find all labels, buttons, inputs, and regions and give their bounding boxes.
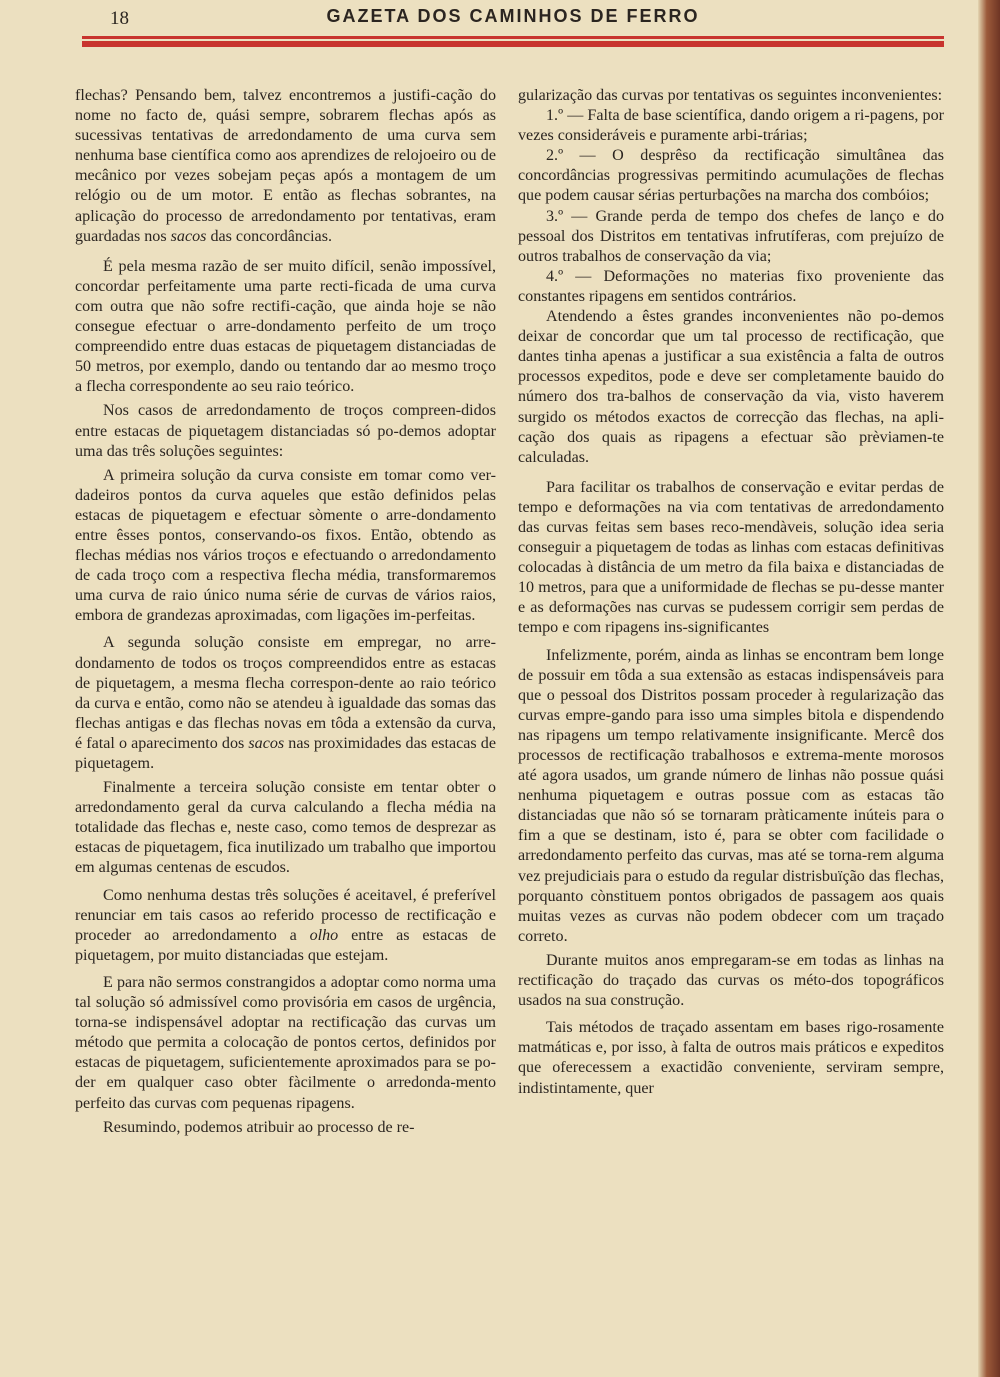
list-item: 4.º — Deformações no materias fixo proveniente das constantes ripagens em sentidos contrários. xyxy=(518,267,944,305)
header-rule-thick xyxy=(82,41,944,47)
left-column xyxy=(75,86,496,1138)
paragraph: E para não sermos constrangidos a adoptar como norma uma tal solução só admissível como provisória em casos de urgência, torna-se indispensável adoptar na rectificação das curvas um método que permita a colocação de pontos certos, definidos por estacas de piquetagem, suficientemente aproximados para se po-der em qualquer caso obter fàcilmente o arredonda-mento perfeito das curvas com pequenas ripagens. xyxy=(75,973,496,1112)
page-edge xyxy=(978,0,1000,1377)
list-item: 2.º — O desprêso da rectificação simultânea das concordâncias progressivas permitindo acumulações de flechas que podem causar sérias perturbações na marcha dos combóios; xyxy=(518,147,944,205)
paragraph: Atendendo a êstes grandes inconvenientes não po-demos deixar de concordar que um tal processo de rectificação, que dantes tinha apenas a justificar a sua existência a falta de outros processos expeditos, pode e deve ser completamente bauido do número dos tra-balhos de conservação da via, visto haverem surgido os métodos exactos de correcção das flechas, na apli-cação dos quais as ripagens a efectuar são prèviamen-te calculadas. xyxy=(518,308,944,466)
page-number: 18 xyxy=(110,8,129,29)
paragraph: gularização das curvas por tentativas os seguintes inconvenientes: xyxy=(518,87,943,104)
paragraph: Para facilitar os trabalhos de conservação e evitar perdas de tempo e deformações na via com tentativas de arredondamento das curvas feitas sem bases reco-mendàveis, solução idea seria conseguir a piquetagem de todas as linhas com estacas definitivas colocadas à distância de um metro da fila baixa e distanciadas de 10 metros, para que a uniformidade de flechas se pu-desse manter e as deformações nas curvas se pudessem corrigir sem perdas de tempo e com ripagens ins-significantes xyxy=(518,478,944,637)
paragraph: Nos casos de arredondamento de troços compreen-didos entre estacas de piquetagem distanciadas só po-demos adoptar uma das três soluções seguintes: xyxy=(75,402,496,460)
paragraph: Resumindo, podemos atribuir ao processo de re- xyxy=(103,1118,415,1136)
paragraph: É pela mesma razão de ser muito difícil, senão impossível, concordar perfeitamente uma parte recti-ficada de uma curva com outra que não sofre rectifi-cação, que ainda hoje se não consegue efectuar o arre-dondamento perfeito de um troço compreendido entre duas estacas de piquetagem distanciadas de 50 metros, por exemplo, dando ou tentando dar ao mesmo troço a flecha correspondente ao seu raio teórico. xyxy=(75,257,496,396)
paragraph: Infelizmente, porém, ainda as linhas se encontram bem longe de possuir em tôda a sua extensão as estacas indispensáveis para que o pessoal dos Distritos possam proceder à regularização das curvas empre-gando para isso uma simples bitola e dispendendo nas ripagens um tempo relativamente insignificante. Mercê dos processos de rectificação trabalhosos e extrema-mente morosos até agora usados, um grande número de linhas não possue quási nenhuma piquetagem e outras possue com as estacas tão distanciadas que não só se tornaram pràticamente inúteis para o fim a que se destinam, isto é, para se obter com facilidade o arredondamento perfeito das curvas, mas até se torna-rem alguma vez prejudiciais para o estudo da regular distrisbuïção das flechas, porquanto cònstituem pontos obrigados de passagem aos quais muitas vezes as curvas não podem obdecer com um traçado correto. xyxy=(518,646,944,945)
paragraph: flechas? Pensando bem, talvez encontremos a justifi-cação do nome no facto de, quási sempre, sobrarem flechas após as sucessivas tentativas de arredondamento de uma curva sem nenhuma base científica como aos aprendizes de relojoeiro ou de mecânico por vezes sobejam peças após a montagem de um relógio ou de um motor. E então as flechas sobrantes, na aplicação do processo de arredondamento por tentativas, eram guardadas nos sacos das concordâncias. xyxy=(75,87,496,245)
paragraph: Finalmente a terceira solução consiste em tentar obter o arredondamento geral da curva calculando a flecha média na totalidade das flechas e, neste caso, como temos de desprezar as estacas de piquetagem, fica inutilizado um trabalho que importou em algumas centenas de escudos. xyxy=(75,779,496,877)
list-item: 3.º — Grande perda de tempo dos chefes de lanço e do pessoal dos Distritos em tentativas infrutíferas, com prejuízo de outros trabalhos de conservação da via; xyxy=(518,207,944,265)
paragraph: A segunda solução consiste em empregar, no arre-dondamento de todos os troços compreendidos entre as estacas de piquetagem, a mesma flecha correspon-dente ao raio teórico da curva e então, como não se atendeu à igualdade das somas das flechas antigas e das flechas novas em tôda a extensão da curva, é fatal o aparecimento dos sacos nas proximidades das estacas de piquetagem. xyxy=(75,634,496,772)
paragraph: Tais métodos de traçado assentam em bases rigo-rosamente matmáticas e, por isso, à falta de outros mais práticos e expeditos que oferecessem a exactidão conveniente, serviram sempre, indistintamente, quer xyxy=(518,1019,944,1097)
paragraph: Durante muitos anos empregaram-se em todas as linhas na rectificação do traçado das curvas os méto-dos topográficos usados na sua construção. xyxy=(518,951,944,1010)
paragraph: A primeira solução da curva consiste em tomar como ver-dadeiros pontos da curva aqueles que estão definidos pelas estacas de piquetagem e efectuar sòmente o arre-dondamento entre êsses pontos, conservando-os fixos. Então, obtendo as flechas médias nos vários troços e efectuando o arredondamento de cada troço com a respectiva flecha média, transformaremos uma curva de raio único numa série de curvas de vários raios, embora de grandezas aproximadas, com ligações im-perfeitas. xyxy=(75,466,496,625)
list-item: 1.º — Falta de base scientífica, dando origem a ri-pagens, por vezes consideráveis e puramente arbi-trárias; xyxy=(518,107,944,145)
header-rule-thin xyxy=(82,36,944,39)
paragraph: Como nenhuma destas três soluções é aceitavel, é preferível renunciar em tais casos ao referido processo de rectificação e proceder ao arredondamento a olho entre as estacas de piquetagem, por muito distanciadas que estejam. xyxy=(75,886,496,964)
journal-title: GAZETA DOS CAMINHOS DE FERRO xyxy=(326,6,700,26)
page-header xyxy=(82,6,944,28)
right-column xyxy=(518,86,944,1099)
